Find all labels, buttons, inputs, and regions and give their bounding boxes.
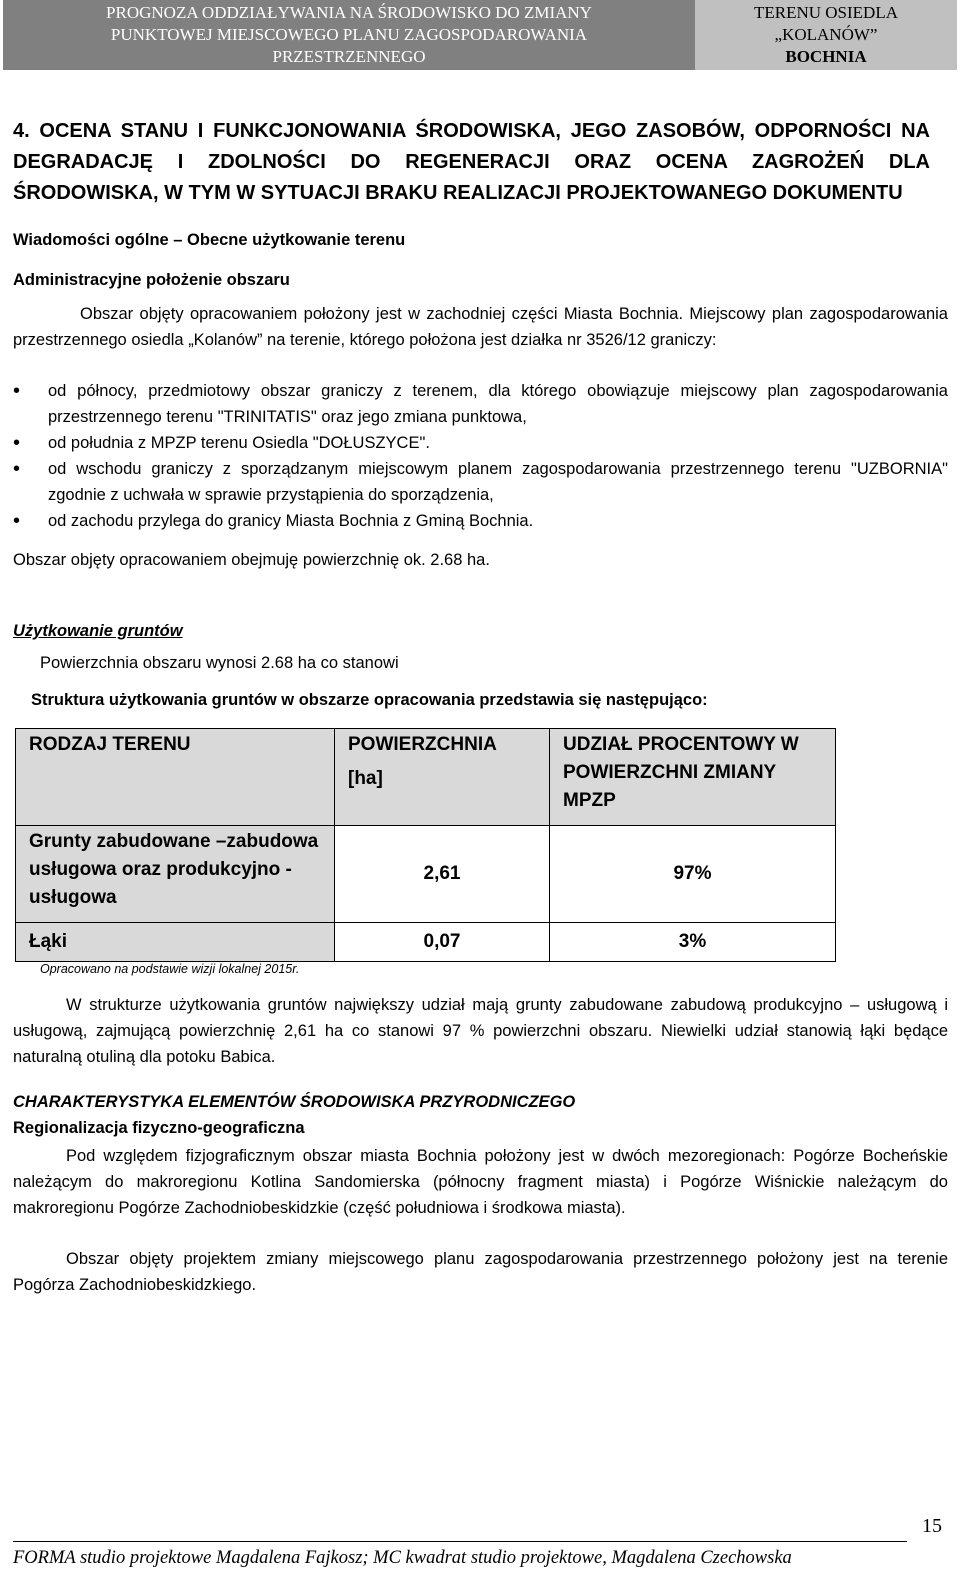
land-use-heading: Użytkowanie gruntów [13,622,183,640]
header-document-title [3,0,695,70]
table-row [16,923,836,962]
paragraph-regions: Pod względem fizjograficznym obszar miasta Bochnia położony jest w dwóch mezoregionach: Pogórze Bocheńskie należącym do makroregionu Kotlina Sandomierska (północny fragment miasta) i Pogórze Wiśnickie należącym do makroregionu Pogórze Zachodniobeskidzkie (część południowa i środkowa miasta). [13,1147,948,1217]
section-heading [13,116,930,209]
area-text: Obszar objęty opracowaniem obejmuję powierzchnię ok. 2.68 ha. [13,551,490,569]
table-cell-share: 3% [550,923,836,962]
paragraph-project-area: Obszar objęty projektem zmiany miejscowego planu zagospodarowania przestrzennego położony jest na terenie Pogórza Zachodniobeskidzkiego. [13,1250,948,1294]
border-list [13,378,948,534]
land-use-area: Powierzchnia obszaru wynosi 2.68 ha co stanowi [40,654,399,672]
table-cell-type: Grunty zabudowane –zabudowa usługowa oraz produkcyjno - usługowa [16,826,335,923]
table-cell-area: 2,61 [335,826,550,923]
land-use-table [15,728,836,962]
table-header-cell [335,729,550,826]
table-header-text: POWIERZCHNIA [348,734,497,755]
page-header [3,0,957,70]
header-area-line: „KOLANÓW” [774,25,878,44]
list-item: • od północy, przedmiotowy obszar graniczy z terenem, dla którego obowiązuje miejscowy plan zagospodarowania przestrzennego terenu "TRINITATIS" oraz jego zmiana punktowa, [13,378,948,430]
table-source: Opracowano na podstawie wizji lokalnej 2015r. [40,962,300,976]
table-header-cell: RODZAJ TERENU [16,729,335,826]
list-item: • od zachodu przylega do granicy Miasta Bochnia z Gminą Bochnia. [13,508,948,534]
header-area-line: BOCHNIA [785,47,867,66]
paragraph-location: Obszar objęty opracowaniem położony jest w zachodniej części Miasta Bochnia. Miejscowy plan zagospodarowania przestrzennego osiedla „Kolanów” na terenie, którego położona jest działka nr 3526/12 graniczy: [13,305,948,349]
footer-divider [13,1541,907,1542]
section-heading-line: ŚRODOWISKA, W TYM W SYTUACJI BRAKU REALIZACJI PROJEKTOWANEGO DOKUMENTU [13,182,903,204]
table-header-cell: UDZIAŁ PROCENTOWY W POWIERZCHNI ZMIANY MPZP [550,729,836,826]
table-header-row [16,729,836,826]
list-item: • od południa z MPZP terenu Osiedla "DOŁUSZYCE". [13,430,948,456]
table-cell-share: 97% [550,826,836,923]
header-area-line: TERENU OSIEDLA [753,3,898,22]
structure-heading: Struktura użytkowania gruntów w obszarze opracowania przedstawia się następująco: [31,691,708,709]
subheading-location: Administracyjne położenie obszaru [13,271,290,289]
regionalization-heading: Regionalizacja fizyczno-geograficzna [13,1119,305,1137]
section-heading-line: 4. OCENA STANU I FUNKCJONOWANIA ŚRODOWISKA, JEGO ZASOBÓW, ODPORNOŚCI NA [13,120,930,142]
header-area-name [695,0,957,70]
table-cell-type: Łąki [16,923,335,962]
characteristics-heading: CHARAKTERYSTYKA ELEMENTÓW ŚRODOWISKA PRZYRODNICZEGO [13,1093,576,1111]
page-number: 15 [922,1515,942,1537]
header-title-line: PUNKTOWEJ MIEJSCOWEGO PLANU ZAGOSPODAROWANIA [110,25,588,44]
header-title-line: PROGNOZA ODDZIAŁYWANIA NA ŚRODOWISKO DO ZMIANY [106,3,592,22]
header-title-line: PRZESTRZENNEGO [272,47,426,66]
section-heading-line: DEGRADACJĘ I ZDOLNOŚCI DO REGENERACJI ORAZ OCENA ZAGROŻEŃ DLA [13,151,930,173]
table-cell-area: 0,07 [335,923,550,962]
subheading-general: Wiadomości ogólne – Obecne użytkowanie terenu [13,231,406,249]
paragraph-land-use: W strukturze użytkowania gruntów największy udział mają grunty zabudowane zabudową produkcyjno – usługową i usługową, zajmującą powierzchnię 2,61 ha co stanowi 97 % powierzchni obszaru. Niewielki udział stanowią łąki będące naturalną otuliną dla potoku Babica. [13,996,948,1066]
list-item: • od wschodu graniczy z sporządzanym miejscowym planem zagospodarowania przestrzennego terenu "UZBORNIA" zgodnie z uchwała w sprawie przystąpienia do sporządzenia, [13,456,948,508]
table-row [16,826,836,923]
page-footer: FORMA studio projektowe Magdalena Fajkosz; MC kwadrat studio projektowe, Magdalena Czechowska [13,1548,792,1568]
table-header-unit: [ha] [348,768,383,789]
